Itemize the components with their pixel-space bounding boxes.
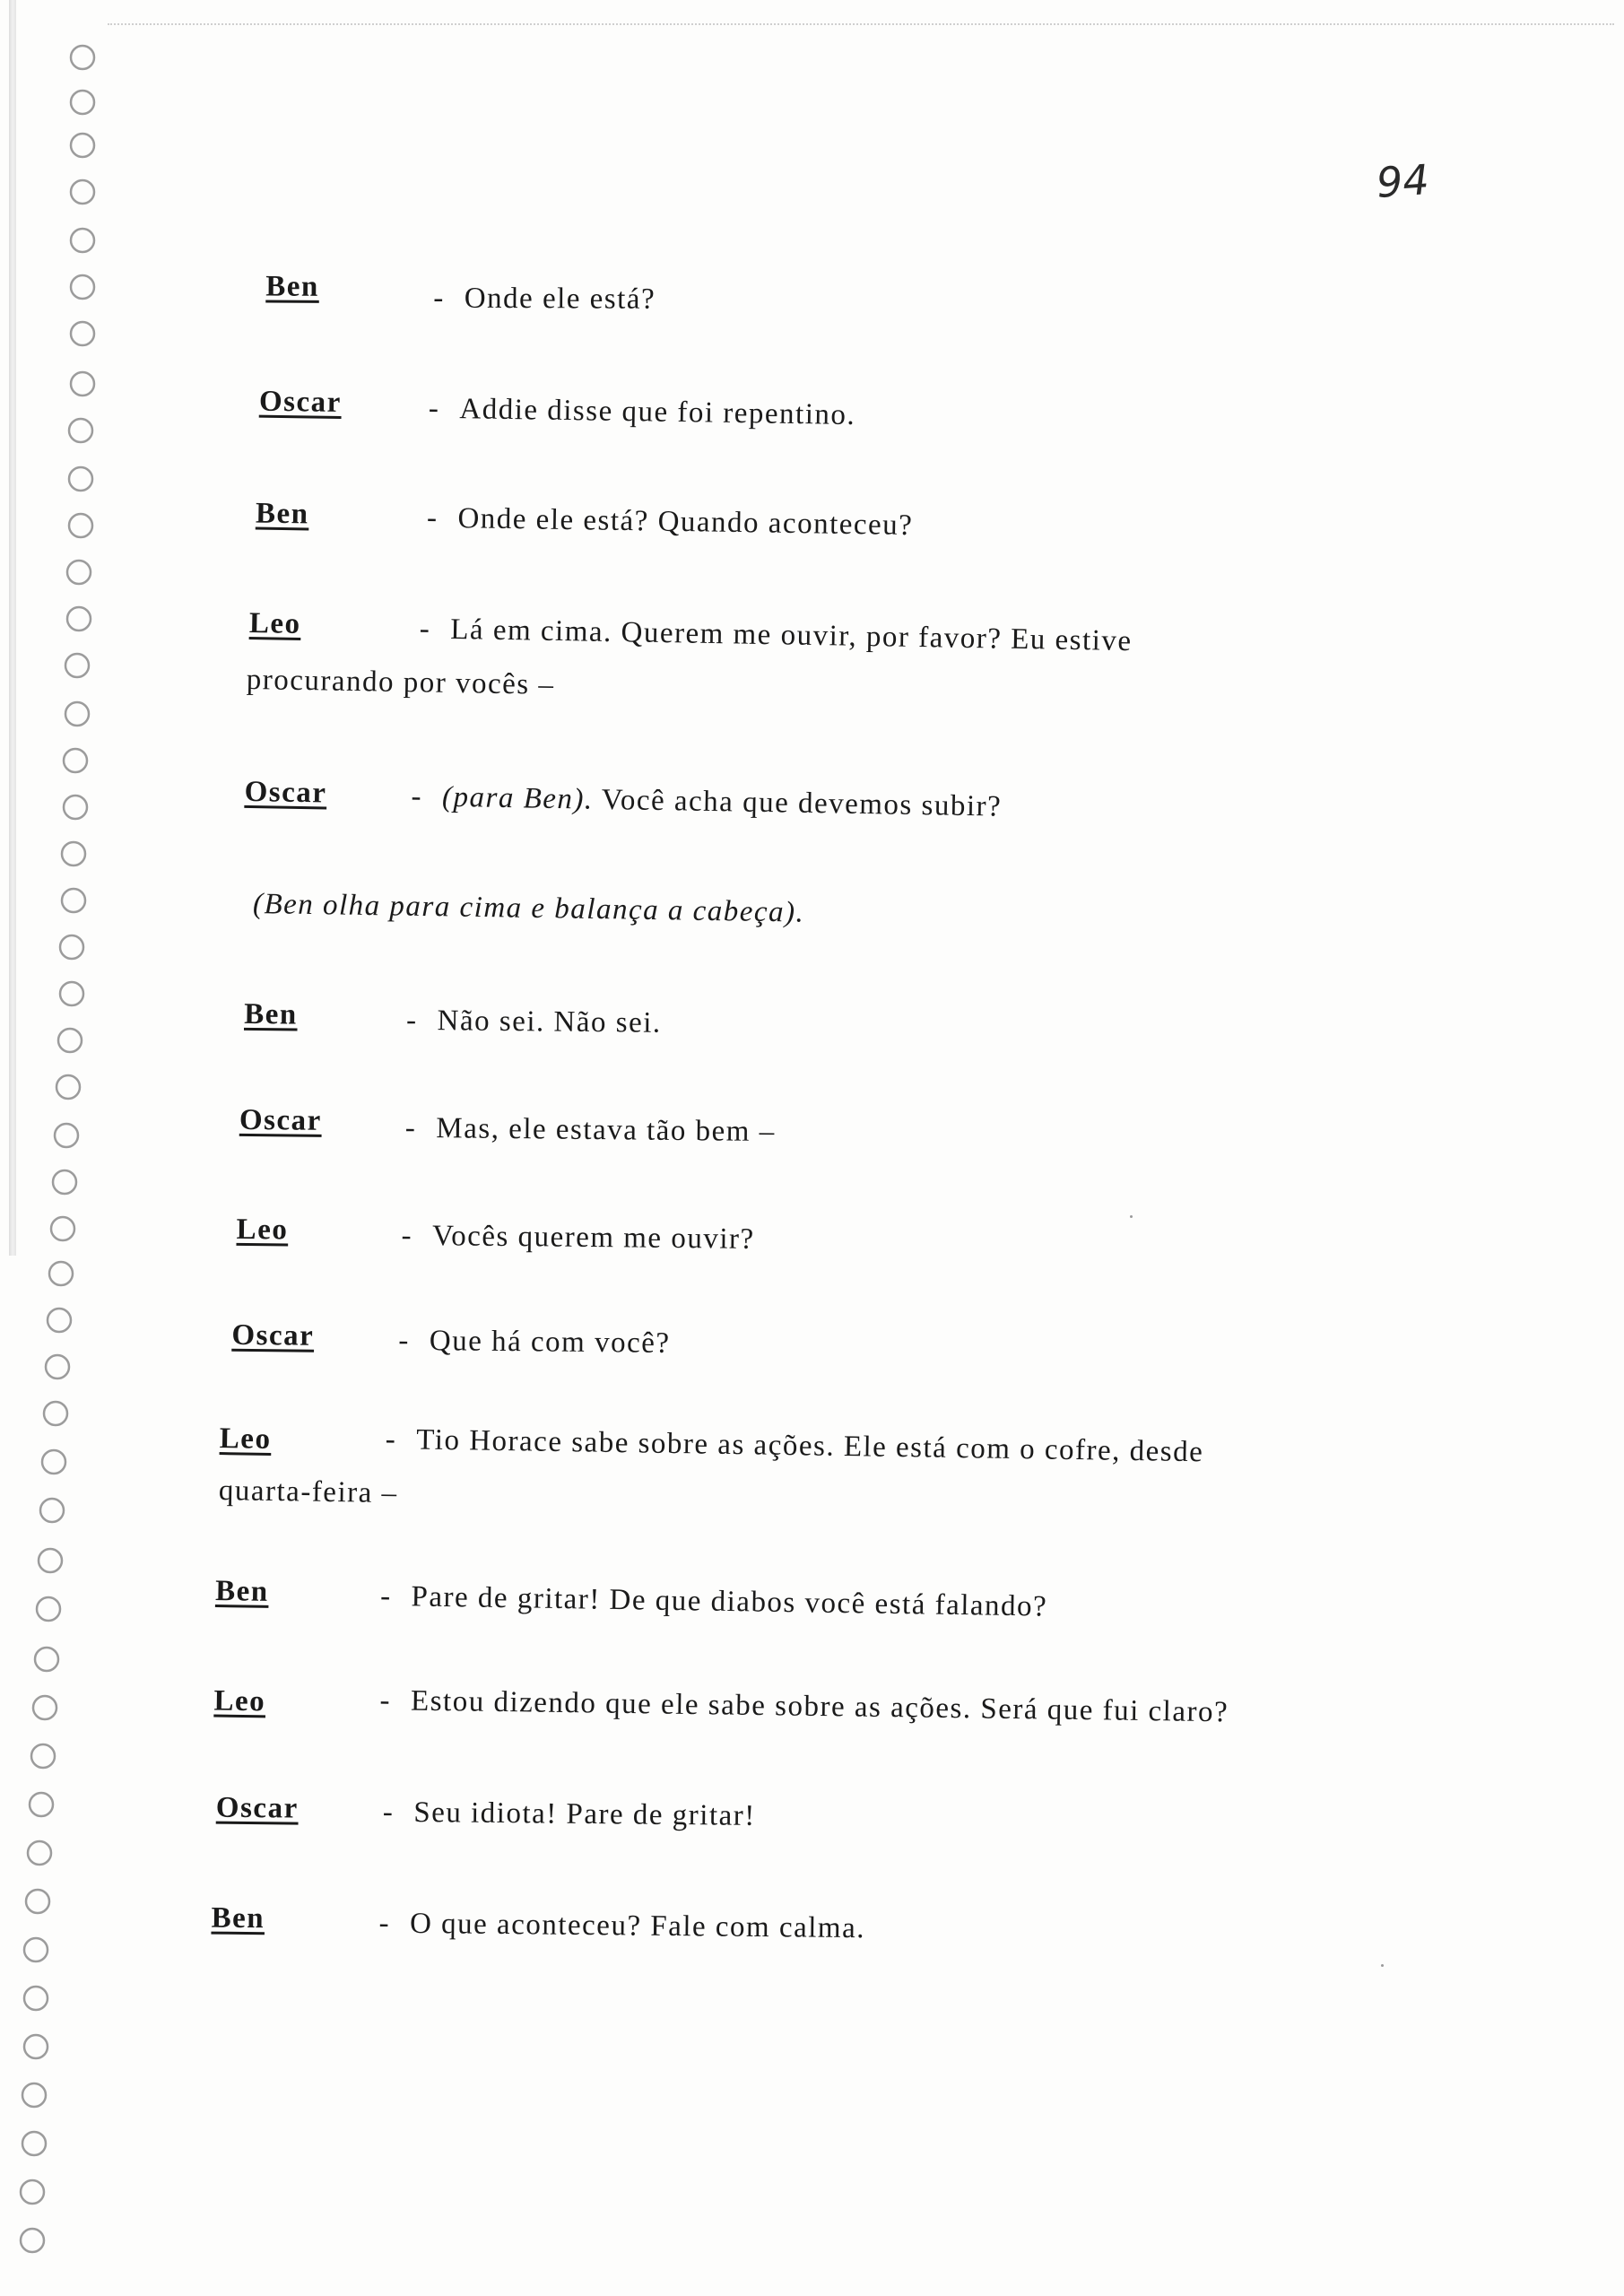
dialog-content: Estou dizendo que ele sabe sobre as ações. Será que fui claro? (410, 1684, 1229, 1729)
dialog-dash: - (382, 1796, 395, 1829)
dialog-text (398, 1325, 671, 1361)
punch-hole (35, 1648, 58, 1671)
speaker-name: Ben (214, 1574, 269, 1608)
dialog-dash: - (404, 1111, 417, 1144)
dialog-text (383, 1796, 756, 1833)
scan-speck (1381, 1964, 1384, 1967)
dialog-text (427, 502, 914, 544)
dialog-content: Pare de gritar! De que diabos você está falando? (411, 1580, 1048, 1623)
punch-hole (69, 467, 92, 491)
scan-speck (1130, 1215, 1133, 1218)
punch-hole (53, 1170, 76, 1194)
dialog-continuation: procurando por vocês – (246, 663, 555, 701)
punch-hole (65, 654, 89, 677)
dialog-dash: - (398, 1324, 411, 1357)
dialog-dash: - (405, 1004, 418, 1037)
dialog-dash: - (419, 613, 431, 646)
dialog-continuation: quarta-feira – (218, 1474, 398, 1510)
punch-hole (42, 1450, 65, 1474)
top-dotted-rule (108, 23, 1614, 25)
dialog-text (405, 1112, 776, 1149)
punch-hole (62, 842, 85, 865)
dialog-dash: - (428, 392, 440, 425)
dialog-content: O que aconteceu? Fale com calma. (409, 1907, 866, 1945)
punch-hole (46, 1355, 69, 1378)
punch-hole (37, 1597, 60, 1621)
dialog-dash: - (378, 1907, 391, 1940)
dialog-text (378, 1908, 865, 1946)
dialog-text (429, 393, 856, 432)
punch-hole (44, 1402, 67, 1425)
punched-holes-strip (0, 0, 108, 2296)
punch-hole (51, 1217, 74, 1240)
speaker-name: Leo (213, 1684, 266, 1718)
speaker-name: Oscar (231, 1318, 315, 1352)
punch-hole (60, 982, 83, 1005)
page-number: 94 (1375, 155, 1431, 207)
dialog-content: Vocês querem me ouvir? (431, 1220, 755, 1256)
dialog-text (411, 780, 1002, 823)
speaker-name: Ben (211, 1901, 265, 1935)
speaker-name: Ben (243, 997, 298, 1031)
punch-hole (28, 1841, 51, 1865)
speaker-name: Oscar (215, 1791, 299, 1825)
punch-hole (71, 91, 94, 114)
punch-hole (64, 749, 87, 772)
speaker-name: Ben (265, 270, 319, 303)
dialog-text (420, 613, 1133, 658)
dialog-text (380, 1580, 1048, 1624)
punch-hole (71, 180, 94, 204)
dialog-content: Onde ele está? (464, 282, 656, 316)
speaker-name: Oscar (244, 775, 327, 810)
punch-hole (40, 1499, 64, 1522)
punch-hole (22, 2132, 46, 2155)
punch-hole (67, 607, 91, 631)
dialog-dash: - (411, 780, 423, 813)
punch-hole (22, 2083, 46, 2107)
dialog-text (401, 1220, 754, 1257)
punch-hole (71, 322, 94, 345)
dialog-content: Mas, ele estava tão bem – (436, 1112, 776, 1149)
speaker-name: Oscar (239, 1103, 322, 1137)
punch-hole (69, 514, 92, 537)
speaker-name: Ben (255, 497, 309, 531)
punch-hole (24, 1987, 48, 2010)
punch-hole (56, 1075, 80, 1099)
punch-hole (71, 372, 94, 396)
punch-hole (60, 935, 83, 959)
punch-hole (21, 2229, 44, 2252)
punch-hole (71, 229, 94, 252)
dialog-dash: - (385, 1422, 397, 1457)
dialog-content: Você acha que devemos subir? (601, 783, 1003, 823)
punch-hole (71, 46, 94, 69)
punch-hole (62, 889, 85, 912)
punch-hole (30, 1793, 53, 1816)
speaker-name: Leo (236, 1213, 289, 1247)
punch-hole (26, 1890, 49, 1913)
dialog-content: Não sei. Não sei. (437, 1004, 662, 1039)
punch-hole (49, 1262, 73, 1285)
dialog-content: Lá em cima. Querem me ouvir, por favor? Eu estive (450, 613, 1133, 658)
dialog-dash: - (426, 501, 439, 535)
punch-hole (58, 1029, 82, 1052)
dialog-dash: - (401, 1219, 413, 1252)
dialog-content: Onde ele está? Quando aconteceu? (457, 502, 914, 543)
punch-hole (33, 1696, 56, 1719)
dialog-text (386, 1423, 1204, 1469)
punch-hole (64, 796, 87, 819)
dialog-content: Addie disse que foi repentino. (459, 393, 856, 432)
dialog-dash: - (379, 1684, 392, 1718)
punch-hole (21, 2180, 44, 2204)
punch-hole (24, 1938, 48, 1961)
punch-hole (65, 702, 89, 726)
punch-hole (69, 419, 92, 442)
dialog-text (379, 1684, 1229, 1729)
binding-edge (9, 0, 16, 1256)
dialog-content: Tio Horace sabe sobre as ações. Ele está com o cofre, desde (416, 1423, 1204, 1469)
speaker-name: Leo (248, 606, 301, 640)
punch-hole (71, 275, 94, 299)
punch-hole (48, 1309, 71, 1332)
punch-hole (67, 561, 91, 584)
dialog-dash: - (433, 282, 445, 315)
dialog-text (406, 1004, 662, 1040)
stage-direction: (Ben olha para cima e balança a cabeça). (252, 888, 805, 929)
speaker-name: Leo (219, 1422, 272, 1456)
dialog-dash: - (379, 1579, 392, 1613)
dialog-text (433, 283, 656, 317)
punch-hole (39, 1549, 62, 1572)
punch-hole (71, 134, 94, 157)
punch-hole (31, 1744, 55, 1768)
punch-hole (55, 1124, 78, 1147)
speaker-name: Oscar (258, 385, 343, 420)
dialog-content: Seu idiota! Pare de gritar! (413, 1796, 756, 1832)
punch-hole (24, 2035, 48, 2058)
dialog-aside: (para Ben). (441, 780, 594, 816)
dialog-content: Que há com você? (429, 1325, 671, 1360)
